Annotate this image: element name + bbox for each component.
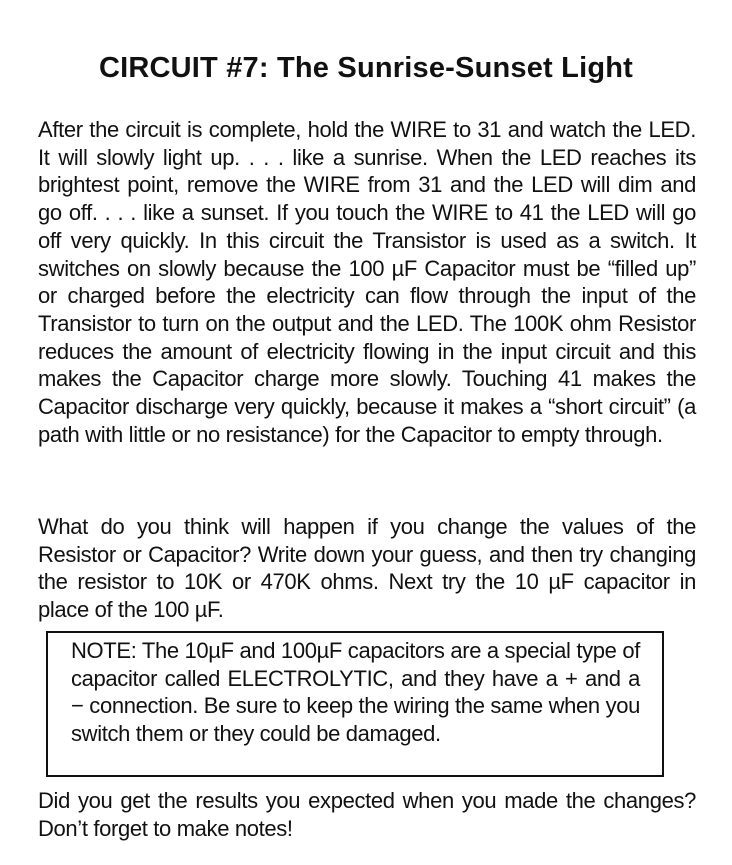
- note-box: [46, 631, 664, 777]
- page-title: CIRCUIT #7: The Sunrise-Sunset Light: [98, 52, 634, 85]
- closing-paragraph: Did you get the results you expected when you made the changes? Don’t forget to make notes!: [38, 788, 696, 841]
- note-text: NOTE: The 10µF and 100µF capacitors are a special type of capacitor called ELECTROLYTIC, and they have a + and a − connection. Be sure to keep the wiring the same when you switch them or they could be damaged.: [71, 638, 640, 747]
- intro-paragraph: After the circuit is complete, hold the WIRE to 31 and watch the LED. It will slowly light up. . . . like a sunrise. When the LED reaches its brightest point, remove the WIRE from 31 and the LED will dim and go off. . . . like a sunset. If you touch the WIRE to 41 the LED will go off very quickly. In this circuit the Transistor is used as a switch. It switches on slowly because the 100 µF Capacitor must be “filled up” or charged before the electricity can flow through the input of the Transistor to turn on the output and the LED. The 100K ohm Resistor reduces the amount of electricity flowing in the input circuit and this makes the Capacitor charge more slowly. Touching 41 makes the Capacitor discharge very quickly, because it makes a “short circuit” (a path with little or no resistance) for the Capacitor to empty through.: [38, 117, 696, 447]
- question-paragraph: What do you think will happen if you change the values of the Resistor or Capacitor? Write down your guess, and then try changing the resistor to 10K or 470K ohms. Next try the 10 µF capacitor in place of the 100 µF.: [38, 514, 696, 623]
